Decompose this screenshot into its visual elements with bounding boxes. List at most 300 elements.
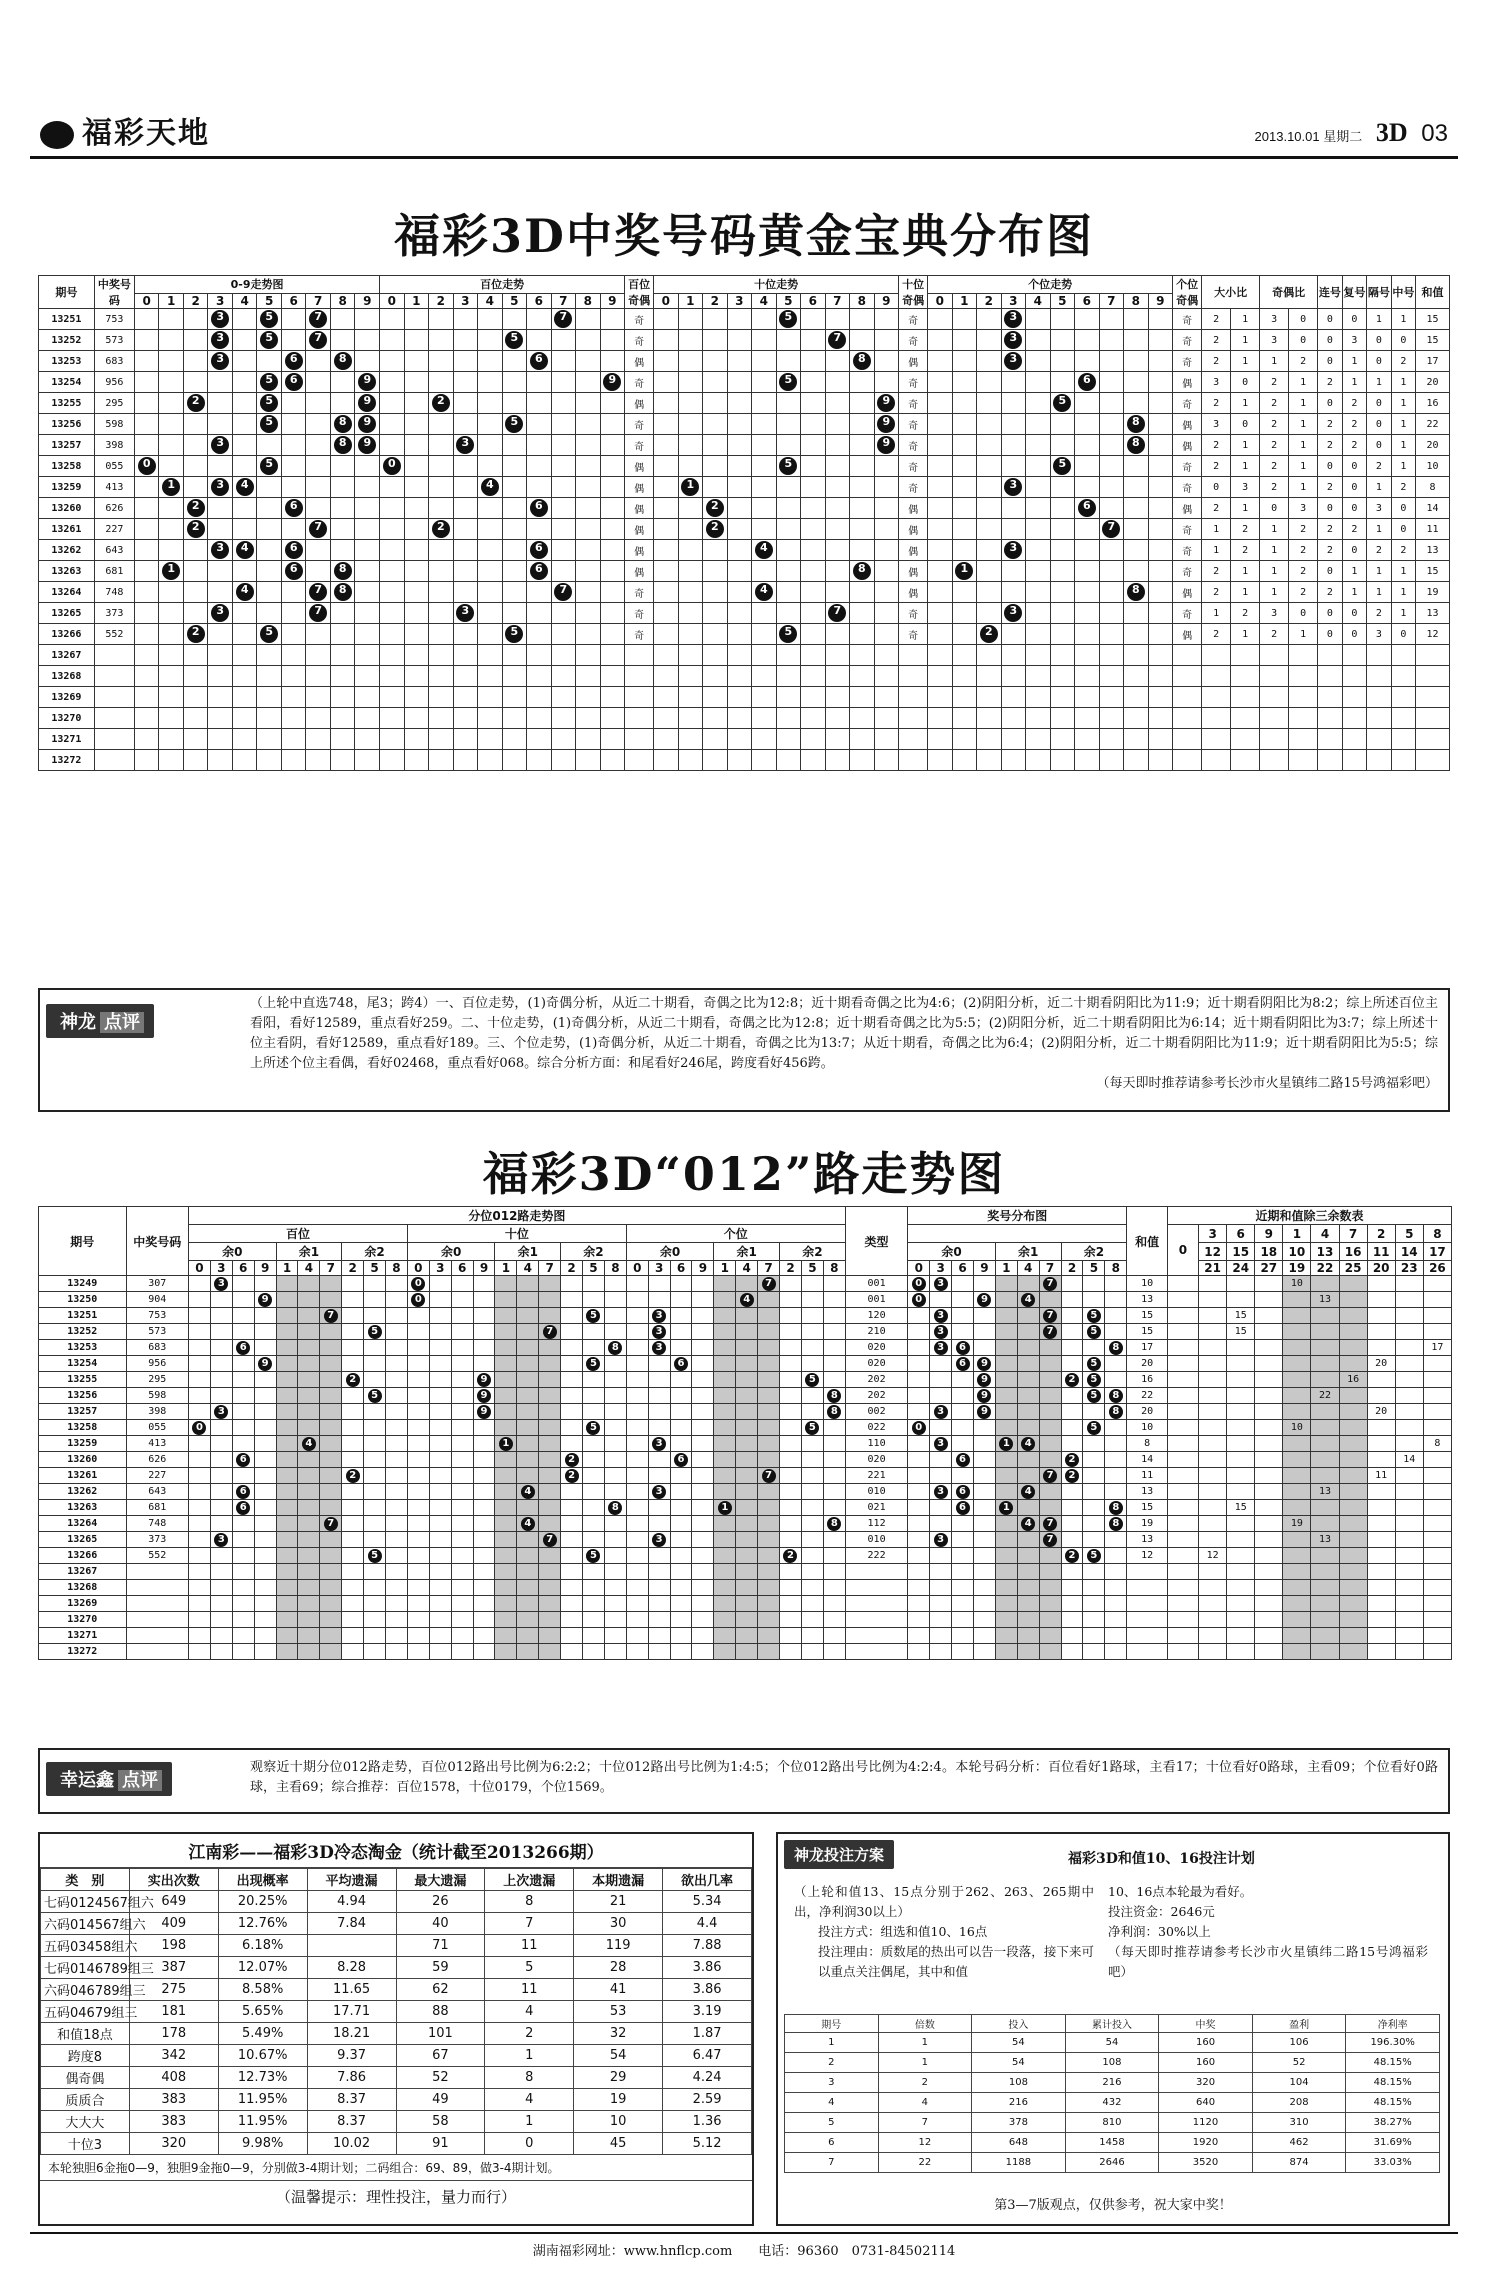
chart2-digit-row [39, 1261, 1452, 1276]
number-ball: 7 [309, 520, 327, 538]
route-cell [604, 1644, 626, 1660]
position-cell [1001, 456, 1026, 477]
position-cell [874, 519, 899, 540]
position-cell [1124, 351, 1149, 372]
route-cell [320, 1340, 342, 1356]
route-cell [342, 1452, 364, 1468]
review1-source: （每天即时推荐请参考长沙市火星镇纬二路15号鸿福彩吧） [1096, 1076, 1438, 1091]
trend-cell [330, 519, 355, 540]
dist-ball: 6 [956, 1357, 970, 1371]
position-cell [1001, 708, 1026, 729]
position-cell [1148, 519, 1173, 540]
position-cell [703, 309, 728, 330]
route-ball: 6 [674, 1357, 688, 1371]
route-cell [714, 1532, 736, 1548]
trend-cell [208, 519, 233, 540]
position-cell [380, 456, 405, 477]
stat-cell [1318, 750, 1343, 771]
route-cell [626, 1532, 648, 1548]
dist-cell [1105, 1404, 1127, 1420]
route-cell [342, 1548, 364, 1564]
position-cell [1001, 750, 1026, 771]
stat-cell: 0 [1367, 435, 1392, 456]
stat-cell: 1 [1202, 540, 1231, 561]
route-cell [692, 1596, 714, 1612]
trend-cell [208, 393, 233, 414]
route-cell [670, 1516, 692, 1532]
dist-cell [1061, 1468, 1083, 1484]
position-cell [825, 750, 850, 771]
position-cell [380, 603, 405, 624]
table-row [41, 2001, 752, 2023]
trend-cell [306, 393, 331, 414]
dist-ball: 1 [999, 1501, 1013, 1515]
position-cell [551, 393, 576, 414]
digit-head: 6 [232, 1261, 254, 1276]
route-cell [604, 1580, 626, 1596]
position-cell [1075, 603, 1100, 624]
position-cell [1026, 393, 1051, 414]
oddeven-cell: 奇 [625, 372, 654, 393]
position-cell [825, 519, 850, 540]
stat-cell [1391, 666, 1416, 687]
position-cell [752, 729, 777, 750]
table-row [39, 666, 1450, 687]
plan-cell: 54 [972, 2033, 1066, 2053]
trend-cell [281, 372, 306, 393]
position-cell [551, 351, 576, 372]
position-ball: 7 [554, 583, 572, 601]
route-cell [714, 1388, 736, 1404]
rem-head: 余2 [561, 1243, 627, 1261]
route-cell [342, 1420, 364, 1436]
oddeven-cell: 偶 [899, 351, 928, 372]
route-cell [386, 1404, 408, 1420]
winning-cell: 598 [94, 414, 134, 435]
plan-title: 福彩3D和值10、16投注计划 [1068, 1851, 1255, 1867]
number-ball: 3 [211, 478, 229, 496]
stat-cell: 0 [1231, 414, 1260, 435]
position-cell [1099, 498, 1124, 519]
position-cell [1099, 729, 1124, 750]
route-cell [780, 1356, 802, 1372]
position-cell [1026, 540, 1051, 561]
route-ball: 6 [674, 1453, 688, 1467]
route-cell [604, 1356, 626, 1372]
digit-head: 4 [298, 1261, 320, 1276]
position-cell [928, 708, 953, 729]
position-cell [551, 309, 576, 330]
position-cell [600, 393, 625, 414]
route-cell [429, 1484, 451, 1500]
route-ball: 2 [565, 1469, 579, 1483]
dist-cell [952, 1452, 974, 1468]
trend-cell [159, 309, 184, 330]
table-row [39, 1580, 1452, 1596]
recent-cell [1339, 1276, 1367, 1292]
route-cell [320, 1324, 342, 1340]
trend-cell [306, 582, 331, 603]
dist-cell [1017, 1324, 1039, 1340]
route-ball: 4 [740, 1293, 754, 1307]
winning-cell [94, 666, 134, 687]
route-cell [342, 1532, 364, 1548]
recent-head: 5 [1395, 1225, 1423, 1243]
position-cell [977, 393, 1002, 414]
position-cell [703, 414, 728, 435]
digit-head: 0 [134, 293, 159, 308]
stat-cell: 1 [1202, 603, 1231, 624]
recent-cell [1227, 1612, 1255, 1628]
winning-cell: 055 [94, 456, 134, 477]
trend-cell [159, 519, 184, 540]
route-cell [429, 1548, 451, 1564]
route-cell [539, 1452, 561, 1468]
route-cell [626, 1292, 648, 1308]
oddeven-cell: 奇 [899, 603, 928, 624]
dist-cell [908, 1404, 930, 1420]
route-cell [648, 1532, 670, 1548]
recent-cell [1255, 1628, 1283, 1644]
route-cell [823, 1468, 845, 1484]
route-cell [364, 1324, 386, 1340]
digit-head: 0 [626, 1261, 648, 1276]
route-cell [473, 1356, 495, 1372]
plan-cell: 810 [1065, 2113, 1159, 2133]
cold-cell: 62 [396, 1979, 485, 2001]
position-cell [825, 456, 850, 477]
trend-cell [134, 414, 159, 435]
position-cell [977, 561, 1002, 582]
recent-cell [1395, 1356, 1423, 1372]
position-ball: 8 [1127, 436, 1145, 454]
recent-cell [1339, 1420, 1367, 1436]
position-cell [776, 729, 801, 750]
stat-cell: 0 [1391, 330, 1416, 351]
route-cell [714, 1276, 736, 1292]
issue-cell: 13251 [39, 309, 95, 330]
trend-cell [306, 477, 331, 498]
sum-cell: 22 [1127, 1388, 1168, 1404]
table-row [39, 372, 1450, 393]
trend-cell [159, 561, 184, 582]
rem-head: 余1 [495, 1243, 561, 1261]
dist-cell [973, 1580, 995, 1596]
dist-cell [1083, 1500, 1105, 1516]
route-cell [407, 1452, 429, 1468]
recent-cell [1339, 1596, 1367, 1612]
route-cell [539, 1324, 561, 1340]
recent-cell [1283, 1564, 1311, 1580]
stat-cell: 2 [1202, 435, 1231, 456]
route-cell [210, 1500, 232, 1516]
route-ball: 3 [652, 1533, 666, 1547]
recent-cell [1423, 1564, 1451, 1580]
position-cell [752, 603, 777, 624]
recent-zero-cell [1167, 1340, 1198, 1356]
dist-cell [973, 1612, 995, 1628]
position-cell [703, 456, 728, 477]
route-cell [517, 1468, 539, 1484]
recent-zero-cell [1167, 1372, 1198, 1388]
digit-head: 5 [583, 1261, 605, 1276]
trend-cell [232, 477, 257, 498]
route-cell [320, 1436, 342, 1452]
dist-cell [1105, 1372, 1127, 1388]
recent-cell [1423, 1612, 1451, 1628]
route-cell [495, 1548, 517, 1564]
header-trend09: 0-9走势图 [134, 276, 379, 294]
position-cell [850, 687, 875, 708]
route-ball: 5 [586, 1357, 600, 1371]
stat-cell [1342, 708, 1367, 729]
position-cell [1075, 645, 1100, 666]
dist-cell [1061, 1356, 1083, 1372]
stat-cell [1202, 666, 1231, 687]
position-cell [453, 309, 478, 330]
route-cell [714, 1468, 736, 1484]
dist-cell [1105, 1340, 1127, 1356]
table-row [41, 1979, 752, 2001]
route-ball: 7 [324, 1309, 338, 1323]
sum-cell: 17 [1127, 1340, 1168, 1356]
route-cell [298, 1324, 320, 1340]
route-cell [626, 1308, 648, 1324]
recent-cell [1395, 1292, 1423, 1308]
route-cell [670, 1276, 692, 1292]
trend-cell [134, 330, 159, 351]
plan-cell: 640 [1159, 2093, 1253, 2113]
position-cell [825, 435, 850, 456]
position-cell [928, 519, 953, 540]
route-cell [473, 1452, 495, 1468]
recent-cell [1199, 1596, 1227, 1612]
route-cell [210, 1404, 232, 1420]
table-row [41, 2067, 752, 2089]
number-ball: 3 [211, 331, 229, 349]
digit-head: 9 [1148, 293, 1173, 308]
position-cell [453, 729, 478, 750]
number-ball: 5 [260, 625, 278, 643]
dist-cell [995, 1628, 1017, 1644]
route-cell [692, 1612, 714, 1628]
position-cell [576, 540, 601, 561]
position-cell [1075, 309, 1100, 330]
route-cell [473, 1404, 495, 1420]
dist-cell [930, 1436, 952, 1452]
position-cell [1001, 477, 1026, 498]
issue-cell: 13252 [39, 330, 95, 351]
route-cell [407, 1356, 429, 1372]
cold-cell: 8 [485, 1891, 574, 1913]
route-cell [298, 1516, 320, 1532]
route-cell [714, 1596, 736, 1612]
route-cell [473, 1468, 495, 1484]
oddeven-cell [625, 729, 654, 750]
route-cell [604, 1436, 626, 1452]
recent-cell [1367, 1372, 1395, 1388]
position-cell [527, 456, 552, 477]
oddeven-cell: 偶 [625, 519, 654, 540]
type-cell: 222 [845, 1548, 908, 1564]
cold-cell: 10.02 [307, 2133, 396, 2155]
recent-cell [1283, 1452, 1311, 1468]
winning-cell: 573 [126, 1324, 189, 1340]
dist-cell [1061, 1436, 1083, 1452]
route-cell [364, 1564, 386, 1580]
route-cell [583, 1580, 605, 1596]
position-cell [1124, 750, 1149, 771]
oddeven-cell: 偶 [1173, 372, 1202, 393]
position-cell [801, 750, 826, 771]
position-cell [1050, 435, 1075, 456]
route-cell [561, 1340, 583, 1356]
position-cell [952, 750, 977, 771]
route-cell [276, 1340, 298, 1356]
position-cell [576, 603, 601, 624]
dist-cell [1017, 1548, 1039, 1564]
position-cell [576, 582, 601, 603]
route-cell [386, 1612, 408, 1628]
position-cell [874, 330, 899, 351]
route-cell [801, 1420, 823, 1436]
position-cell [1099, 393, 1124, 414]
recent-cell [1199, 1612, 1227, 1628]
recent-head: 4 [1311, 1225, 1339, 1243]
recent-cell [1339, 1436, 1367, 1452]
digit-head: 2 [342, 1261, 364, 1276]
recent-head: 16 [1339, 1243, 1367, 1261]
position-cell [1026, 414, 1051, 435]
recent-cell [1311, 1612, 1339, 1628]
recent-cell [1423, 1516, 1451, 1532]
dist-cell [908, 1308, 930, 1324]
recent-cell [1395, 1484, 1423, 1500]
position-cell [825, 330, 850, 351]
issue-cell: 13253 [39, 1340, 127, 1356]
position-cell [703, 666, 728, 687]
stat-cell: 2 [1260, 477, 1289, 498]
recent-head: 27 [1255, 1261, 1283, 1276]
dist-cell [1061, 1516, 1083, 1532]
review2-tag-b: 点评 [118, 1770, 162, 1791]
route-cell [189, 1468, 211, 1484]
number-ball: 9 [358, 373, 376, 391]
table-row [39, 1372, 1452, 1388]
route-cell [342, 1404, 364, 1420]
position-cell [776, 708, 801, 729]
dist-cell [973, 1276, 995, 1292]
recent-cell [1367, 1564, 1395, 1580]
position-cell [977, 729, 1002, 750]
trend-cell [183, 414, 208, 435]
route-cell [189, 1324, 211, 1340]
oddeven-cell: 偶 [1173, 498, 1202, 519]
dist-cell [995, 1564, 1017, 1580]
recent-cell [1423, 1468, 1451, 1484]
position-cell [654, 435, 679, 456]
route-cell [473, 1372, 495, 1388]
dist-cell [995, 1356, 1017, 1372]
route-cell [648, 1500, 670, 1516]
stat-cell: 0 [1318, 456, 1343, 477]
dist-cell [1061, 1564, 1083, 1580]
pos-head: 十位 [407, 1225, 626, 1243]
stat-cell [1391, 708, 1416, 729]
position-cell [478, 624, 503, 645]
dist-cell [1061, 1612, 1083, 1628]
dist-cell [908, 1644, 930, 1660]
route-cell [780, 1484, 802, 1500]
issue-cell: 13256 [39, 414, 95, 435]
route-cell [407, 1516, 429, 1532]
dist-cell [1105, 1388, 1127, 1404]
dist-cell [952, 1324, 974, 1340]
route-cell [232, 1452, 254, 1468]
stat-cell [1367, 729, 1392, 750]
trend-cell [306, 456, 331, 477]
route-cell [189, 1372, 211, 1388]
header-sum: 和值 [1416, 276, 1450, 309]
stat-cell: 1 [1231, 351, 1260, 372]
route-cell [539, 1484, 561, 1500]
route-cell [780, 1612, 802, 1628]
trend-cell [159, 729, 184, 750]
review2-text: 观察近十期分位012路走势，百位012路出号比例为6:2:2；十位012路出号比例为1:4:5；个位012路出号比例为4:2:4。本轮号码分析：百位看好1路球，主看17；十位看好0路球，主看09；个位看好0路球，主看69；综合推荐：百位1578，十位0179，个位1569。 [250, 1760, 1438, 1795]
trend-cell [134, 498, 159, 519]
recent-cell [1311, 1404, 1339, 1420]
position-cell [551, 540, 576, 561]
trend-cell [183, 351, 208, 372]
route-ball: 7 [543, 1533, 557, 1547]
route-cell [604, 1276, 626, 1292]
position-cell [404, 603, 429, 624]
route-cell [561, 1372, 583, 1388]
footer-divider [30, 2232, 1458, 2234]
trend-cell [257, 750, 282, 771]
route-cell [320, 1276, 342, 1292]
route-cell [232, 1484, 254, 1500]
route-cell [298, 1500, 320, 1516]
route-cell [736, 1644, 758, 1660]
recent-cell [1395, 1276, 1423, 1292]
position-cell [928, 435, 953, 456]
table-row [41, 1957, 752, 1979]
oddeven-cell: 奇 [1173, 603, 1202, 624]
position-cell [453, 687, 478, 708]
trend-cell [159, 372, 184, 393]
trend-cell [134, 456, 159, 477]
winning-cell [126, 1644, 189, 1660]
trend-cell [257, 435, 282, 456]
dist-cell [995, 1516, 1017, 1532]
position-cell [404, 435, 429, 456]
route-cell [539, 1420, 561, 1436]
route-cell [407, 1500, 429, 1516]
position-cell [380, 351, 405, 372]
cold-cell: 1.87 [663, 2023, 752, 2045]
route-cell [714, 1340, 736, 1356]
winning-cell [94, 750, 134, 771]
route-cell [407, 1388, 429, 1404]
route-cell [758, 1356, 780, 1372]
route-cell [232, 1436, 254, 1452]
trend-cell [232, 624, 257, 645]
recent-head: 17 [1423, 1243, 1451, 1261]
position-cell [502, 309, 527, 330]
type-cell: 120 [845, 1308, 908, 1324]
recent-cell [1199, 1644, 1227, 1660]
